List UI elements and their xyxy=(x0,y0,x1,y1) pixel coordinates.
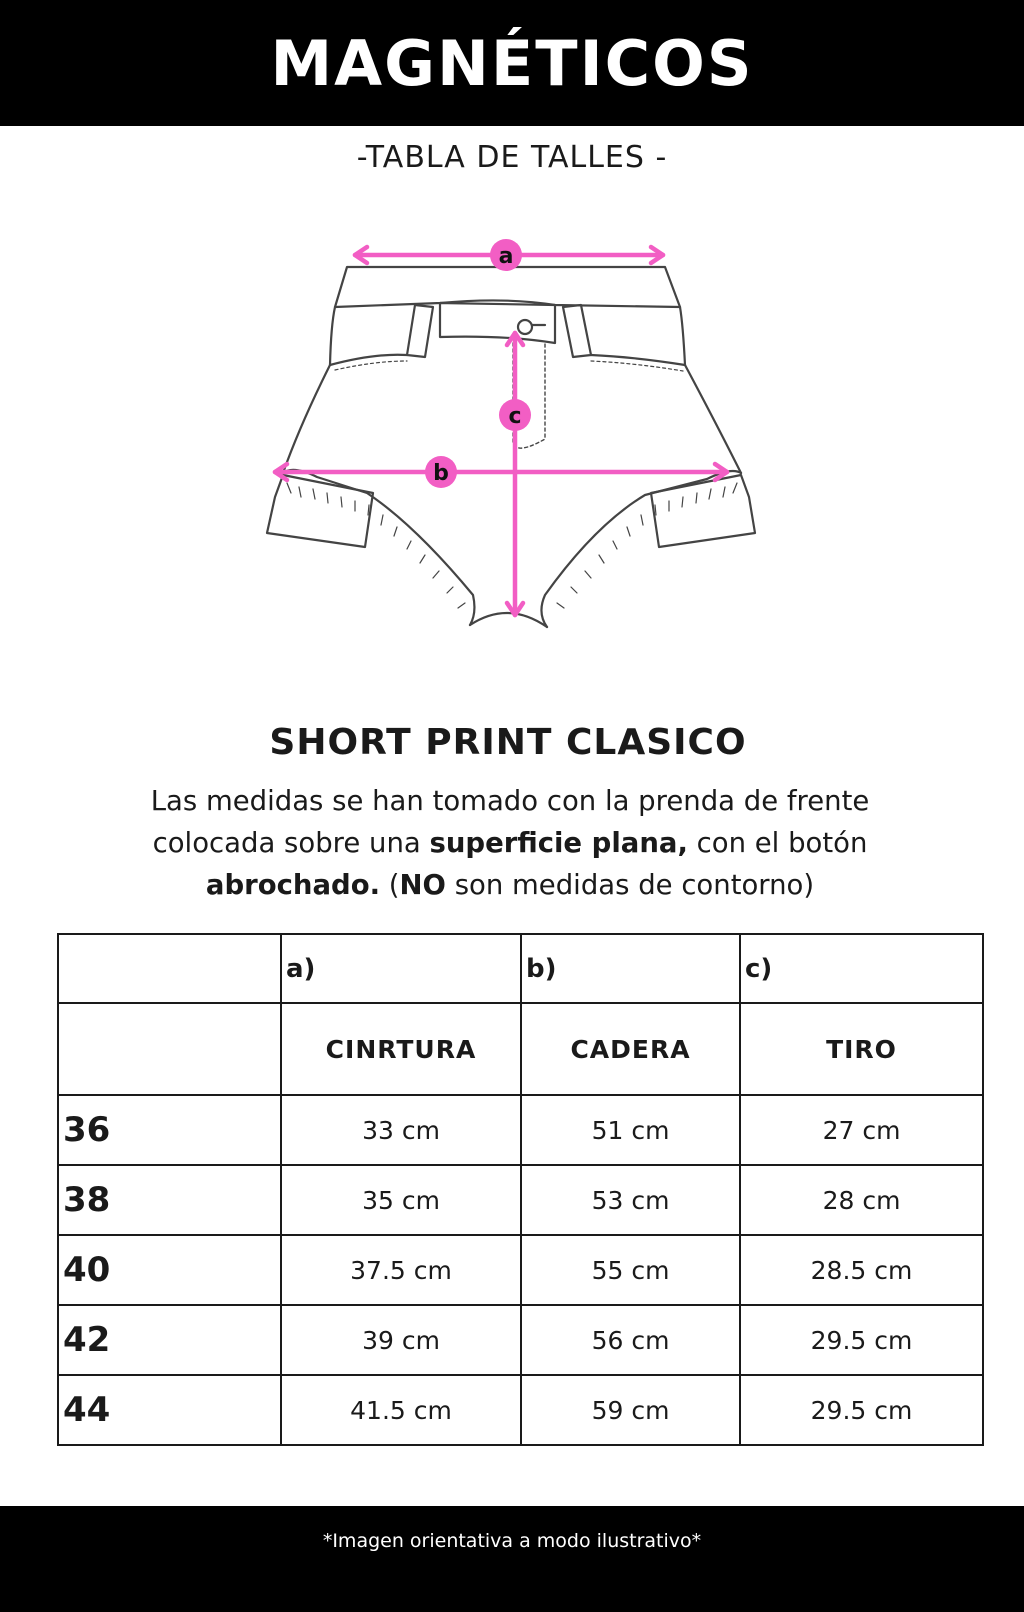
rise-cell: 28.5 cm xyxy=(740,1235,983,1305)
rise-cell: 29.5 cm xyxy=(740,1305,983,1375)
note-bold-2: abrochado. xyxy=(205,869,381,901)
note-bold-1: superficie plana, xyxy=(429,827,688,859)
letter-a: a) xyxy=(281,934,521,1003)
rise-cell: 28 cm xyxy=(740,1165,983,1235)
waistband-outline xyxy=(335,267,680,307)
size-cell: 40 xyxy=(58,1235,281,1305)
table-header-row xyxy=(58,1003,983,1095)
shorts-diagram xyxy=(255,225,775,665)
bottom-banner xyxy=(0,1506,1024,1612)
letter-b: b) xyxy=(521,934,740,1003)
note-text-3: ( xyxy=(380,869,400,901)
header-cintura: CINRTURA xyxy=(281,1003,521,1095)
waist-cell: 41.5 cm xyxy=(281,1375,521,1445)
table-letter-row xyxy=(58,934,983,1003)
hip-cell: 56 cm xyxy=(521,1305,740,1375)
table-row xyxy=(58,1235,983,1305)
table-row xyxy=(58,1305,983,1375)
label-c: c xyxy=(508,404,522,429)
header-tiro: TIRO xyxy=(740,1003,983,1095)
note-text-2: con el botón xyxy=(687,827,868,859)
size-cell: 36 xyxy=(58,1095,281,1165)
product-title: SHORT PRINT CLASICO xyxy=(269,722,747,763)
size-cell: 38 xyxy=(58,1165,281,1235)
label-a: a xyxy=(498,244,514,269)
hip-cell: 59 cm xyxy=(521,1375,740,1445)
waist-cell: 37.5 cm xyxy=(281,1235,521,1305)
table-row xyxy=(58,1165,983,1235)
top-banner xyxy=(0,0,1024,126)
size-table xyxy=(57,933,984,1446)
table-row xyxy=(58,1095,983,1165)
empty-cell xyxy=(58,934,281,1003)
note-text-4: son medidas de contorno) xyxy=(445,869,815,901)
footnote: *Imagen orientativa a modo ilustrativo* xyxy=(322,1530,702,1552)
empty-cell xyxy=(58,1003,281,1095)
measurement-note xyxy=(90,780,930,906)
hip-cell: 53 cm xyxy=(521,1165,740,1235)
page-subtitle: -TABLA DE TALLES - xyxy=(356,140,668,175)
table-row xyxy=(58,1375,983,1445)
waist-cell: 33 cm xyxy=(281,1095,521,1165)
waist-cell: 39 cm xyxy=(281,1305,521,1375)
brand-title: MAGNÉTICOS xyxy=(270,26,754,100)
size-cell: 42 xyxy=(58,1305,281,1375)
rise-cell: 27 cm xyxy=(740,1095,983,1165)
waist-cell: 35 cm xyxy=(281,1165,521,1235)
hip-cell: 55 cm xyxy=(521,1235,740,1305)
label-b: b xyxy=(433,461,449,486)
hip-cell: 51 cm xyxy=(521,1095,740,1165)
letter-c: c) xyxy=(740,934,983,1003)
size-cell: 44 xyxy=(58,1375,281,1445)
rise-cell: 29.5 cm xyxy=(740,1375,983,1445)
note-bold-3: NO xyxy=(399,869,446,901)
note-text-1: Las medidas se han tomado con la prenda de frente colocada sobre una xyxy=(150,785,870,859)
header-cadera: CADERA xyxy=(521,1003,740,1095)
